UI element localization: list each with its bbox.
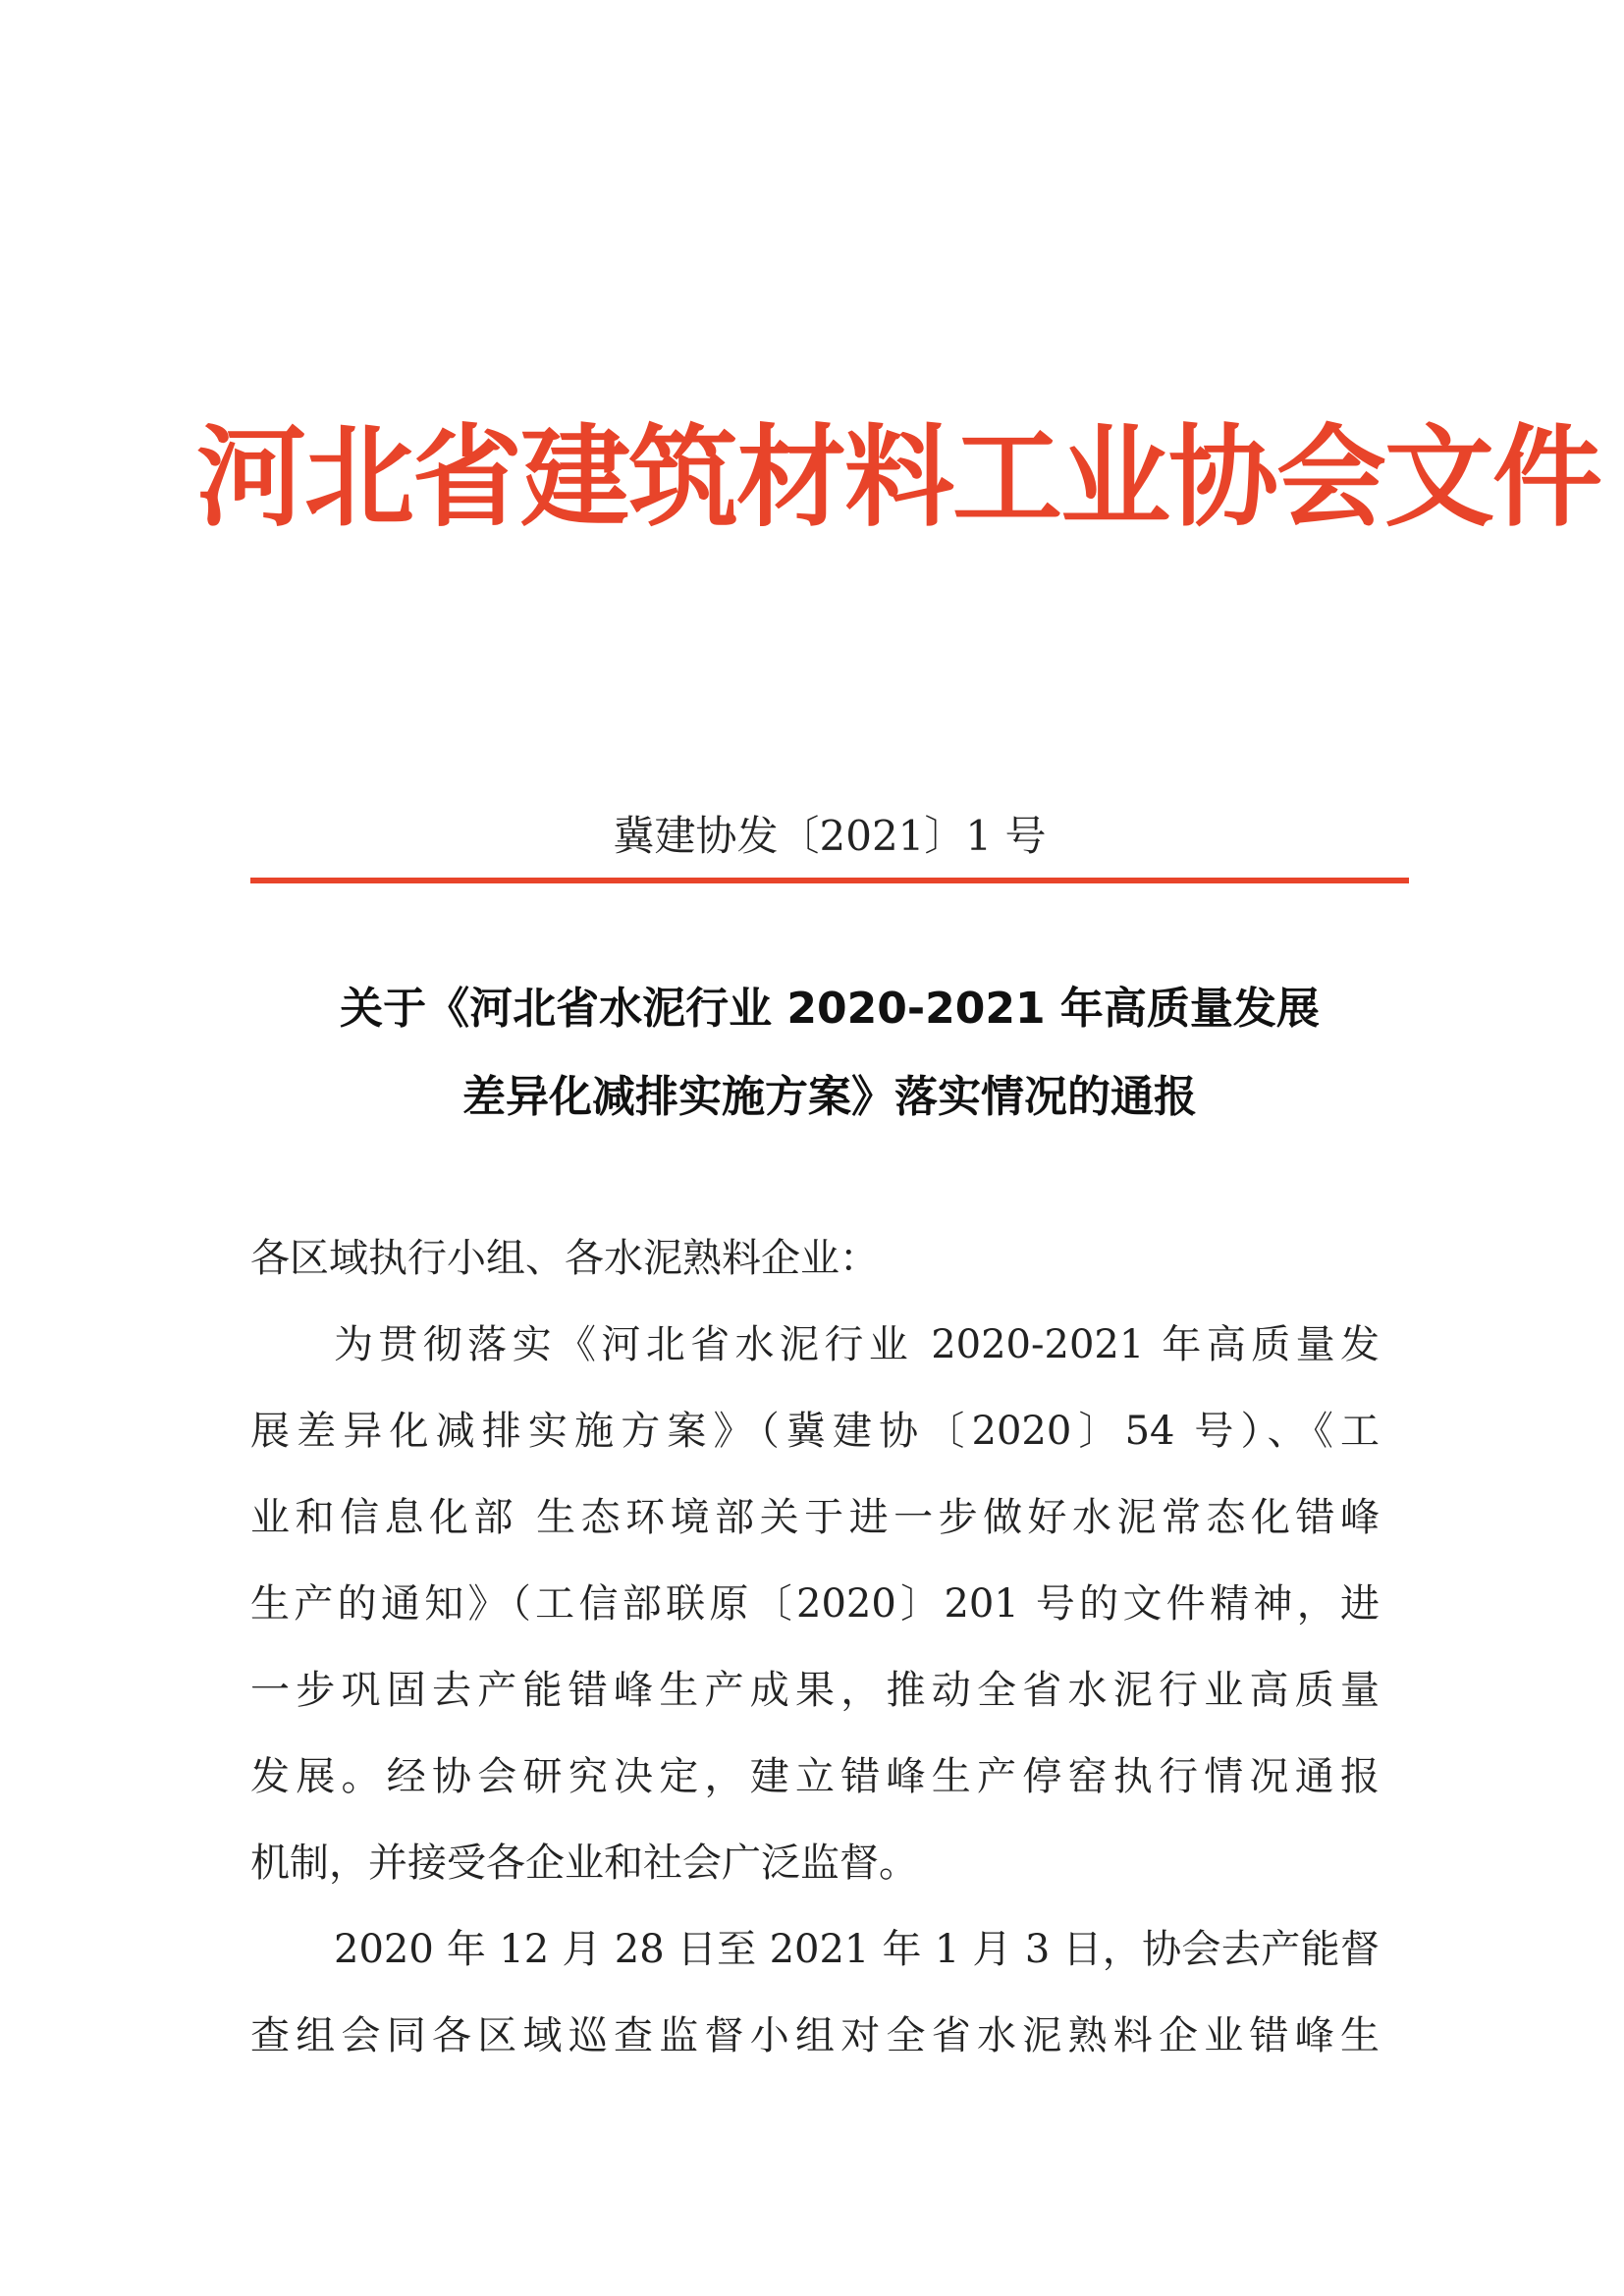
notice-title-line-2: 差异化减排实施方案》落实情况的通报 xyxy=(462,1072,1197,1122)
red-divider-line xyxy=(250,878,1409,883)
notice-title-line-1: 关于《河北省水泥行业 2020-2021 年高质量发展 xyxy=(340,984,1320,1034)
body-line: 一步巩固去产能错峰生产成果，推动全省水泥行业高质量 xyxy=(250,1668,1380,1713)
body-line: 业和信息化部 生态环境部关于进一步做好水泥常态化错峰 xyxy=(250,1495,1380,1540)
document-number: 冀建协发〔2021〕1 号 xyxy=(613,812,1047,860)
salutation: 各区域执行小组、各水泥熟料企业： xyxy=(250,1236,879,1281)
body-line: 机制，并接受各企业和社会广泛监督。 xyxy=(250,1841,918,1886)
masthead-title: 河北省建筑材料工业协会文件 xyxy=(196,413,1600,542)
body-line: 展差异化减排实施方案》（冀建协〔2020〕54 号）、《工 xyxy=(250,1409,1380,1454)
body-line: 发展。经协会研究决定，建立错峰生产停窑执行情况通报 xyxy=(250,1754,1380,1799)
body-line: 为贯彻落实《河北省水泥行业 2020-2021 年高质量发 xyxy=(334,1322,1380,1367)
body-line: 2020 年 12 月 28 日至 2021 年 1 月 3 日，协会去产能督 xyxy=(334,1927,1380,1972)
body-line: 查组会同各区域巡查监督小组对全省水泥熟料企业错峰生 xyxy=(250,2013,1380,2058)
body-line: 生产的通知》（工信部联原〔2020〕201 号的文件精神，进 xyxy=(250,1581,1380,1627)
